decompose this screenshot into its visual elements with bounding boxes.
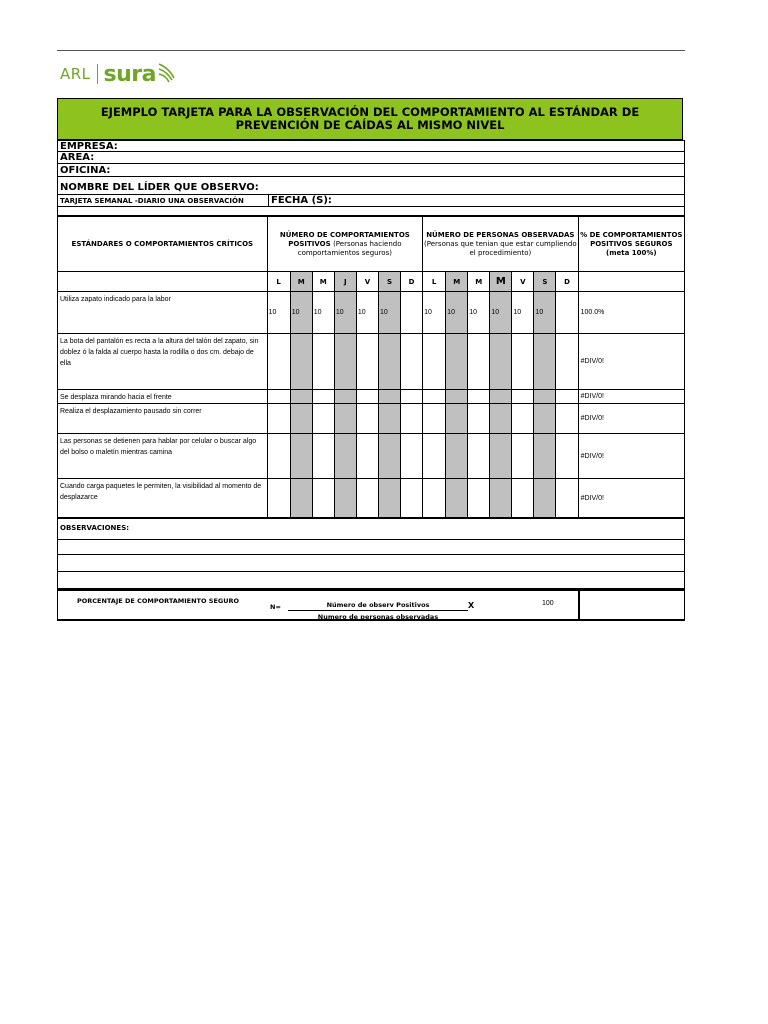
observations-label-row (57, 517, 685, 540)
percentage-cell: #DIV/0! (578, 404, 684, 434)
positive-count-cell[interactable] (356, 404, 378, 434)
positive-count-cell[interactable] (356, 479, 378, 519)
positive-count-cell[interactable] (334, 404, 356, 434)
persons-count-cell[interactable] (423, 434, 446, 479)
positive-count-cell[interactable]: 10 (290, 292, 312, 334)
persons-count-cell[interactable]: 10 (490, 292, 512, 334)
persons-count-cell[interactable] (490, 434, 512, 479)
footer-label: PORCENTAJE DE COMPORTAMIENTO SEGURO (76, 597, 240, 605)
positive-count-cell[interactable] (312, 434, 334, 479)
persons-count-cell[interactable]: 10 (534, 292, 556, 334)
persons-count-cell[interactable] (512, 390, 534, 404)
positive-day-5: S (378, 272, 400, 292)
persons-day-6: D (556, 272, 578, 292)
positive-count-cell[interactable] (378, 390, 400, 404)
criteria-text: Realiza el desplazamiento pausado sin correr (58, 404, 268, 434)
positive-header: NÚMERO DE COMPORTAMIENTOS POSITIVOS (Personas haciendo comportamientos seguros) (267, 217, 422, 272)
sura-wing-icon (157, 61, 177, 87)
persons-count-cell[interactable] (446, 390, 468, 404)
positive-count-cell[interactable]: 10 (334, 292, 356, 334)
area-field[interactable]: AREA: (57, 152, 685, 164)
positive-count-cell[interactable] (356, 334, 378, 390)
fecha-field[interactable]: FECHA (S): (271, 195, 332, 206)
persons-count-cell[interactable] (556, 334, 578, 390)
positive-count-cell[interactable] (290, 334, 312, 390)
positive-count-cell[interactable] (267, 479, 290, 519)
persons-count-cell[interactable] (556, 479, 578, 519)
positive-count-cell[interactable] (267, 434, 290, 479)
positive-day-4: V (356, 272, 378, 292)
persons-count-cell[interactable]: 10 (512, 292, 534, 334)
positive-day-3: J (334, 272, 356, 292)
day-row-blank (58, 272, 268, 292)
persons-day-2: M (468, 272, 490, 292)
logo-arl-text: ARL (60, 65, 91, 83)
footer-hundred: 100 (542, 600, 554, 607)
observations-line-1[interactable] (57, 540, 685, 555)
persons-count-cell[interactable] (512, 334, 534, 390)
positive-count-cell[interactable] (312, 390, 334, 404)
persons-count-cell[interactable] (534, 479, 556, 519)
positive-day-2: M (312, 272, 334, 292)
positive-day-0: L (267, 272, 290, 292)
observations-line-2[interactable] (57, 555, 685, 572)
persons-count-cell[interactable] (423, 390, 446, 404)
day-row (58, 272, 685, 292)
persons-count-cell[interactable] (468, 479, 490, 519)
observation-table (57, 216, 685, 519)
positive-count-cell[interactable] (267, 404, 290, 434)
logo-sura-text: sura (103, 61, 156, 87)
persons-count-cell[interactable] (446, 434, 468, 479)
observations-label: OBSERVACIONES: (60, 524, 130, 532)
positive-count-cell[interactable] (334, 390, 356, 404)
persons-count-cell[interactable] (512, 434, 534, 479)
positive-count-cell[interactable] (267, 334, 290, 390)
percentage-cell: #DIV/0! (578, 479, 684, 519)
footer-multiply: X (468, 601, 475, 610)
tarjeta-label: TARJETA SEMANAL -DIARIO UNA OBSERVACIÓN (58, 195, 269, 206)
criteria-row (58, 404, 685, 434)
empresa-field[interactable]: EMPRESA: (57, 140, 685, 152)
persons-count-cell[interactable] (534, 404, 556, 434)
pct-header: % DE COMPORTAMIENTOS POSITIVOS SEGUROS (meta 100%) (578, 217, 684, 272)
standards-header: ESTÁNDARES O COMPORTAMIENTOS CRÍTICOS (58, 217, 268, 272)
footer-denominator: Numero de personas observadas (317, 613, 439, 621)
criteria-row (58, 334, 685, 390)
persons-count-cell[interactable]: 10 (468, 292, 490, 334)
persons-day-0: L (423, 272, 446, 292)
observations-line-3[interactable] (57, 572, 685, 589)
positive-count-cell[interactable]: 10 (312, 292, 334, 334)
positive-count-cell[interactable] (334, 334, 356, 390)
persons-count-cell[interactable] (468, 434, 490, 479)
footer-result-cell[interactable] (578, 589, 684, 621)
criteria-text: Las personas se detienen para hablar por celular o buscar algo del bolso o maletín mientras camina (58, 434, 268, 479)
persons-count-cell[interactable] (556, 404, 578, 434)
persons-count-cell[interactable] (423, 404, 446, 434)
header-row (58, 217, 685, 272)
positive-count-cell[interactable] (378, 479, 400, 519)
positive-day-6: D (401, 272, 423, 292)
persons-day-1: M (446, 272, 468, 292)
spacer-row (57, 207, 685, 216)
positive-count-cell[interactable]: 10 (378, 292, 400, 334)
persons-count-cell[interactable] (423, 334, 446, 390)
percentage-cell: #DIV/0! (578, 390, 684, 404)
criteria-text: Utiliza zapato indicado para la labor (58, 292, 268, 334)
positive-count-cell[interactable] (401, 334, 423, 390)
positive-count-cell[interactable] (401, 434, 423, 479)
percentage-cell: #DIV/0! (578, 434, 684, 479)
persons-day-3: M (490, 272, 512, 292)
persons-count-cell[interactable] (490, 390, 512, 404)
persons-count-cell[interactable] (446, 479, 468, 519)
persons-count-cell[interactable] (534, 434, 556, 479)
persons-count-cell[interactable] (556, 292, 578, 334)
criteria-row (58, 292, 685, 334)
positive-count-cell[interactable] (267, 390, 290, 404)
day-row-pct-blank (578, 272, 684, 292)
persons-count-cell[interactable] (556, 390, 578, 404)
positive-count-cell[interactable] (290, 434, 312, 479)
positive-count-cell[interactable] (290, 404, 312, 434)
persons-count-cell[interactable]: 10 (423, 292, 446, 334)
persons-count-cell[interactable] (534, 390, 556, 404)
positive-day-1: M (290, 272, 312, 292)
footer-n-equals: N= (270, 603, 281, 611)
footer-formula (57, 589, 685, 621)
lider-field[interactable]: NOMBRE DEL LÍDER QUE OBSERVO: (57, 177, 685, 195)
persons-header: NÚMERO DE PERSONAS OBSERVADAS (Personas que tenian que estar cumpliendo el procedimiento) (423, 217, 578, 272)
persons-count-cell[interactable] (468, 404, 490, 434)
criteria-row (58, 479, 685, 519)
positive-count-cell[interactable] (312, 479, 334, 519)
positive-count-cell[interactable] (356, 390, 378, 404)
persons-count-cell[interactable] (490, 334, 512, 390)
percentage-cell: 100.0% (578, 292, 684, 334)
persons-count-cell[interactable] (490, 404, 512, 434)
oficina-field[interactable]: OFICINA: (57, 164, 685, 177)
footer-numerator: Número de observ Positivos (288, 601, 468, 611)
positive-count-cell[interactable] (378, 404, 400, 434)
persons-count-cell[interactable] (556, 434, 578, 479)
persons-count-cell[interactable] (423, 479, 446, 519)
logo-separator (97, 64, 98, 84)
persons-count-cell[interactable] (512, 404, 534, 434)
percentage-cell: #DIV/0! (578, 334, 684, 390)
criteria-text: Se desplaza mirando hacia el frente (58, 390, 268, 404)
criteria-text: Cuando carga paquetes le permiten, la visibilidad al momento de desplazarce (58, 479, 268, 519)
positive-count-cell[interactable] (290, 479, 312, 519)
persons-count-cell[interactable] (468, 390, 490, 404)
positive-count-cell[interactable] (290, 390, 312, 404)
top-rule (57, 50, 685, 51)
persons-count-cell[interactable] (446, 404, 468, 434)
positive-count-cell[interactable] (356, 434, 378, 479)
positive-count-cell[interactable] (334, 434, 356, 479)
form-title: EJEMPLO TARJETA PARA LA OBSERVACIÓN DEL COMPORTAMIENTO AL ESTÁNDAR DE PREVENCIÓN DE CAÍDAS AL MISMO NIVEL (57, 98, 683, 140)
persons-count-cell[interactable]: 10 (446, 292, 468, 334)
positive-count-cell[interactable] (401, 292, 423, 334)
positive-count-cell[interactable] (334, 479, 356, 519)
persons-count-cell[interactable] (468, 334, 490, 390)
criteria-row (58, 434, 685, 479)
positive-count-cell[interactable] (378, 434, 400, 479)
positive-count-cell[interactable]: 10 (356, 292, 378, 334)
tarjeta-row (57, 195, 685, 207)
persons-day-4: V (512, 272, 534, 292)
persons-day-5: S (534, 272, 556, 292)
positive-count-cell[interactable] (378, 334, 400, 390)
criteria-row (58, 390, 685, 404)
persons-count-cell[interactable] (512, 479, 534, 519)
positive-count-cell[interactable] (312, 334, 334, 390)
arl-sura-logo (60, 57, 177, 91)
persons-count-cell[interactable] (446, 334, 468, 390)
positive-count-cell[interactable] (401, 390, 423, 404)
positive-count-cell[interactable]: 10 (267, 292, 290, 334)
criteria-text: La bota del pantalón es recta a la altura del talón del zapato, sin doblez ó la falda al cuerpo hasta la rodilla o dos cm. debajo de ella (58, 334, 268, 390)
positive-count-cell[interactable] (401, 404, 423, 434)
positive-count-cell[interactable] (401, 479, 423, 519)
persons-count-cell[interactable] (534, 334, 556, 390)
positive-count-cell[interactable] (312, 404, 334, 434)
persons-count-cell[interactable] (490, 479, 512, 519)
